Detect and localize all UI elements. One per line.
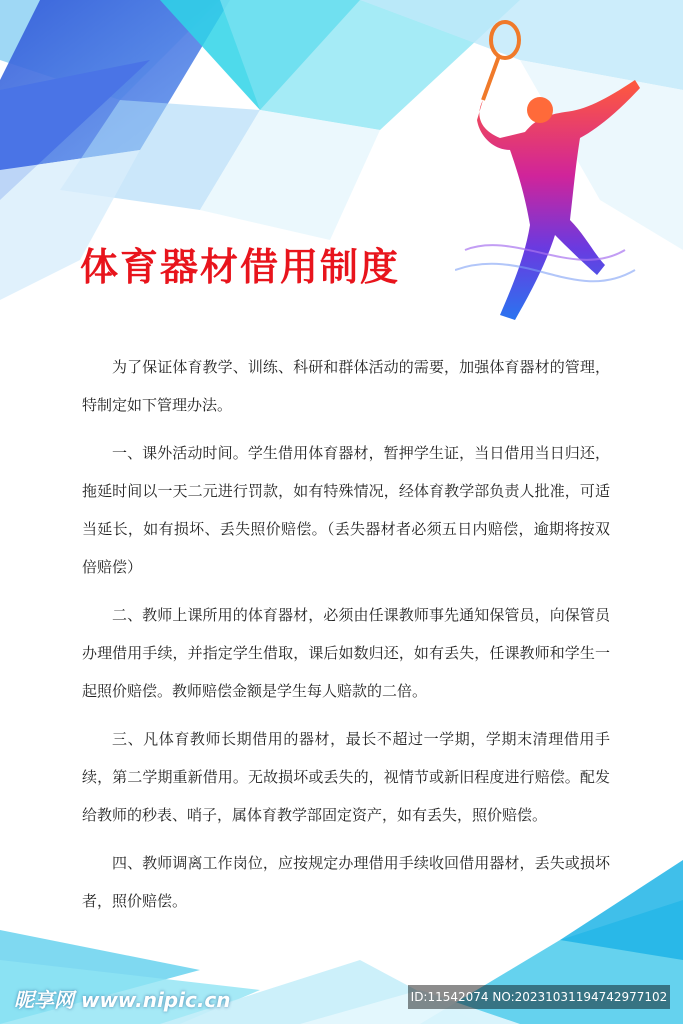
rule-paragraph-3: 三、凡体育教师长期借用的器材，最长不超过一学期，学期末清理借用手续，第二学期重新借用。无故损坏或丢失的，视情节或新旧程度进行赔偿。配发给教师的秒表、哨子，属体育教学部固定资产，如有丢失，照价赔偿。 bbox=[82, 730, 610, 824]
rule-paragraph-1: 一、课外活动时间。学生借用体育器材，暂押学生证，当日借用当日归还，拖延时间以一天二元进行罚款，如有特殊情况，经体育教学部负责人批准，可适当延长，如有损坏、丢失照价赔偿。（丢失器材者必须五日内赔偿，逾期将按双倍赔偿） bbox=[82, 444, 610, 576]
badminton-player-icon bbox=[455, 20, 645, 340]
intro-paragraph: 为了保证体育教学、训练、科研和群体活动的需要，加强体育器材的管理，特制定如下管理办法。 bbox=[82, 358, 610, 414]
rule-paragraph-4: 四、教师调离工作岗位，应按规定办理借用手续收回借用器材，丢失或损坏者，照价赔偿。 bbox=[82, 854, 610, 910]
site-watermark: 昵享网 www.nipic.cn bbox=[14, 988, 231, 1012]
rule-paragraph-2: 二、教师上课所用的体育器材，必须由任课教师事先通知保管员，向保管员办理借用手续，并指定学生借取，课后如数归还，如有丢失，任课教师和学生一起照价赔偿。教师赔偿金额是学生每人赔款的二倍。 bbox=[82, 606, 610, 700]
regulation-body bbox=[82, 348, 610, 930]
poster-title: 体育器材借用制度 bbox=[80, 245, 401, 289]
image-id-watermark: ID:11542074 NO:20231031194742977102 bbox=[408, 985, 670, 1009]
